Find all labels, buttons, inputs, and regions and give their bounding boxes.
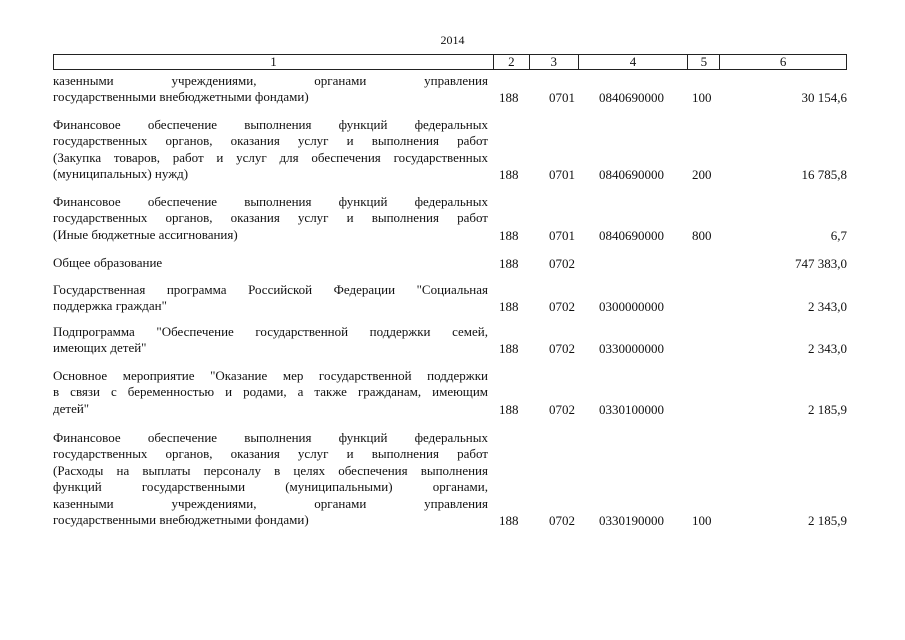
target-code: 0330100000 bbox=[599, 402, 664, 417]
row-description bbox=[53, 324, 488, 357]
section-code: 0702 bbox=[549, 299, 575, 314]
table-row bbox=[53, 282, 847, 315]
ved-code: 188 bbox=[499, 167, 519, 182]
section-code: 0702 bbox=[549, 513, 575, 528]
ved-code: 188 bbox=[499, 513, 519, 528]
description-line: Подпрограмма "Обеспечение государственной поддержки семей, bbox=[53, 324, 488, 339]
section-code: 0702 bbox=[549, 256, 575, 271]
header-col-2: 2 bbox=[494, 55, 530, 69]
table-row bbox=[53, 368, 847, 418]
ved-code: 188 bbox=[499, 228, 519, 243]
ved-code: 188 bbox=[499, 341, 519, 356]
ved-code: 188 bbox=[499, 256, 519, 271]
description-line: функций государственными (муниципальными) органами, bbox=[53, 479, 488, 495]
header-col-6: 6 bbox=[779, 54, 787, 69]
target-code: 0330000000 bbox=[599, 341, 664, 356]
description-line: Общее образование bbox=[53, 255, 163, 270]
table-row bbox=[53, 430, 847, 529]
target-code: 0840690000 bbox=[599, 228, 664, 243]
description-line: Финансовое обеспечение выполнения функций федеральных bbox=[53, 194, 488, 209]
expense-type-code: 800 bbox=[692, 228, 712, 243]
table-row bbox=[53, 117, 847, 183]
target-code: 0300000000 bbox=[599, 299, 664, 314]
description-line: (муниципальных) нужд) bbox=[53, 166, 189, 182]
section-code: 0701 bbox=[549, 167, 575, 182]
description-line: детей" bbox=[53, 400, 90, 416]
description-line: Финансовое обеспечение выполнения функций федеральных bbox=[53, 430, 488, 445]
amount: 2 185,9 bbox=[808, 513, 847, 528]
ved-code: 188 bbox=[499, 299, 519, 314]
description-line: Финансовое обеспечение выполнения функций федеральных bbox=[53, 117, 488, 132]
target-code: 0840690000 bbox=[599, 90, 664, 105]
description-line: имеющих детей" bbox=[53, 340, 147, 356]
description-line: поддержка граждан" bbox=[53, 298, 167, 314]
amount: 30 154,6 bbox=[801, 90, 847, 105]
expense-type-code: 200 bbox=[692, 167, 712, 182]
amount: 6,7 bbox=[830, 228, 847, 243]
description-line: государственными внебюджетными фондами) bbox=[53, 89, 309, 105]
table-row bbox=[53, 255, 847, 272]
section-code: 0702 bbox=[549, 341, 575, 356]
description-line: государственными внебюджетными фондами) bbox=[53, 512, 309, 528]
ved-code: 188 bbox=[499, 402, 519, 417]
description-line: государственных органов, оказания услуг и выполнения работ bbox=[53, 210, 488, 226]
amount: 16 785,8 bbox=[801, 167, 847, 182]
amount: 2 185,9 bbox=[808, 402, 847, 417]
row-description bbox=[53, 194, 488, 243]
header-col-5: 5 bbox=[688, 55, 720, 69]
row-description bbox=[53, 430, 488, 528]
table-header bbox=[53, 54, 847, 70]
amount: 2 343,0 bbox=[808, 299, 847, 314]
description-line: (Закупка товаров, работ и услуг для обеспечения государственных bbox=[53, 149, 488, 165]
description-line: государственных органов, оказания услуг и выполнения работ bbox=[53, 133, 488, 149]
amount: 2 343,0 bbox=[808, 341, 847, 356]
description-line: в связи с беременностью и родами, а также гражданам, имеющим bbox=[53, 384, 488, 400]
description-line: (Расходы на выплаты персоналу в целях обеспечения выполнения bbox=[53, 462, 488, 478]
header-col-1: 1 bbox=[54, 55, 494, 69]
row-description bbox=[53, 282, 488, 315]
row-description bbox=[53, 368, 488, 417]
table-row bbox=[53, 73, 847, 106]
target-code: 0330190000 bbox=[599, 513, 664, 528]
target-code: 0840690000 bbox=[599, 167, 664, 182]
amount: 747 383,0 bbox=[795, 256, 847, 271]
row-description bbox=[53, 73, 488, 106]
ved-code: 188 bbox=[499, 90, 519, 105]
page-number: 2014 bbox=[440, 33, 465, 47]
row-description bbox=[53, 255, 488, 271]
section-code: 0701 bbox=[549, 90, 575, 105]
expense-type-code: 100 bbox=[692, 513, 712, 528]
section-code: 0701 bbox=[549, 228, 575, 243]
description-line: государственных органов, оказания услуг и выполнения работ bbox=[53, 446, 488, 462]
description-line: казенными учреждениями, органами управления bbox=[53, 495, 488, 511]
description-line: (Иные бюджетные ассигнования) bbox=[53, 226, 238, 242]
table-row bbox=[53, 324, 847, 357]
header-col-3: 3 bbox=[530, 55, 579, 69]
description-line: казенными учреждениями, органами управления bbox=[53, 73, 488, 88]
description-line: Основное мероприятие "Оказание мер государственной поддержки bbox=[53, 368, 488, 383]
description-line: Государственная программа Российской Федерации "Социальная bbox=[53, 282, 488, 297]
header-col-4: 4 bbox=[579, 55, 689, 69]
section-code: 0702 bbox=[549, 402, 575, 417]
row-description bbox=[53, 117, 488, 183]
expense-type-code: 100 bbox=[692, 90, 712, 105]
table-row bbox=[53, 194, 847, 244]
